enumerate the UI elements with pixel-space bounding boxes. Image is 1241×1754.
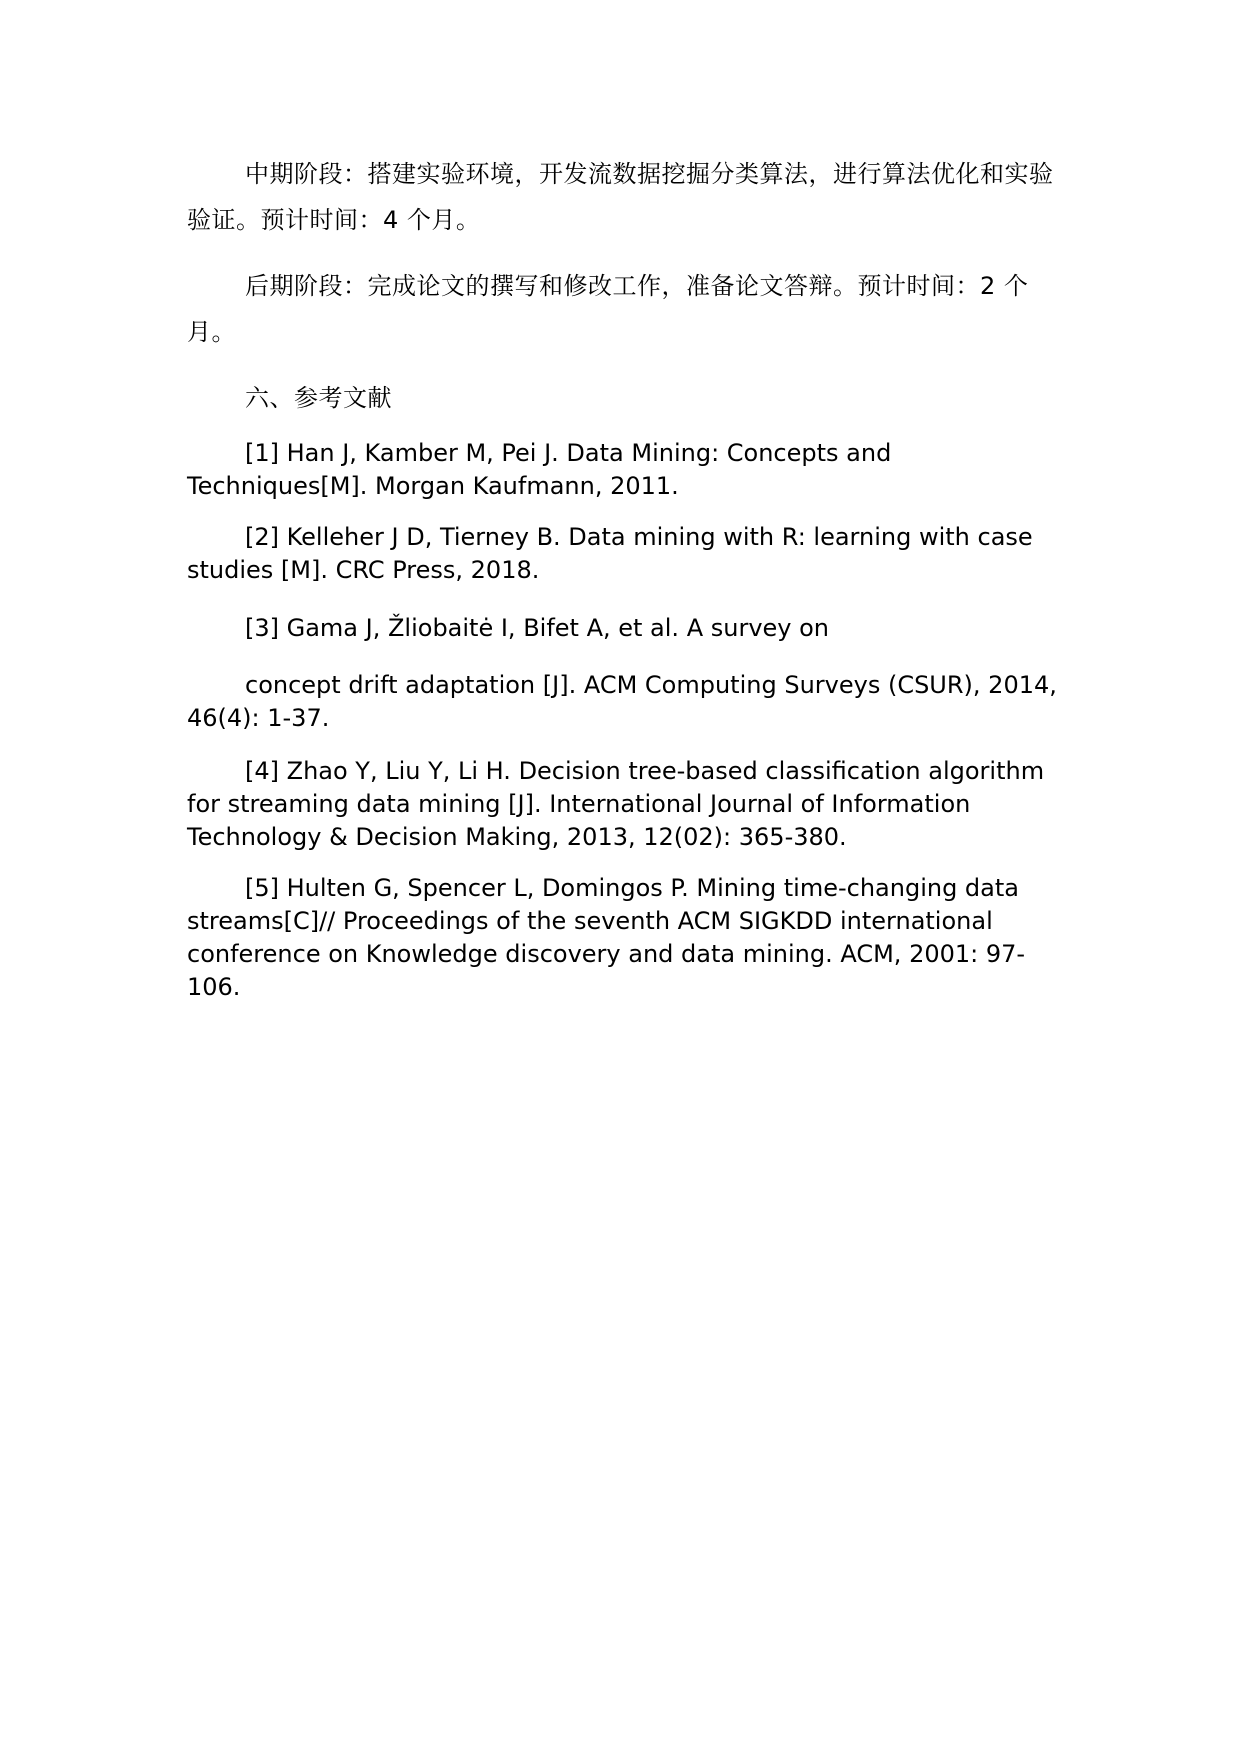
reference-item-1: [1] Han J, Kamber M, Pei J. Data Mining: Concepts and Techniques[M]. Morgan Kaufmann, 2011.: [187, 439, 892, 500]
reference-item-5: [5] Hulten G, Spencer L, Domingos P. Mining time-changing data streams[C]// Proceedings of the seventh ACM SIGKDD international conference on Knowledge discovery and data mining. ACM, 2001: 97-106.: [187, 874, 1026, 1001]
reference-item-4: [4] Zhao Y, Liu Y, Li H. Decision tree-based classification algorithm for streaming data mining [J]. International Journal of Information Technology & Decision Making, 2013, 12(02): 365-380.: [187, 757, 1045, 851]
references-heading: 六、参考文献: [245, 384, 392, 412]
late-stage-paragraph: 后期阶段：完成论文的撰写和修改工作，准备论文答辩。预计时间：2 个月。: [187, 272, 1029, 346]
reference-item-3-part-1: [3] Gama J, Žliobaitė I, Bifet A, et al. A survey on: [245, 614, 830, 642]
mid-stage-paragraph: 中期阶段：搭建实验环境，开发流数据挖掘分类算法，进行算法优化和实验验证。预计时间：4 个月。: [187, 160, 1054, 234]
reference-item-3-part-2: concept drift adaptation [J]. ACM Computing Surveys (CSUR), 2014, 46(4): 1-37.: [187, 671, 1057, 732]
reference-item-2: [2] Kelleher J D, Tierney B. Data mining with R: learning with case studies [M]. CRC Press, 2018.: [187, 523, 1033, 584]
